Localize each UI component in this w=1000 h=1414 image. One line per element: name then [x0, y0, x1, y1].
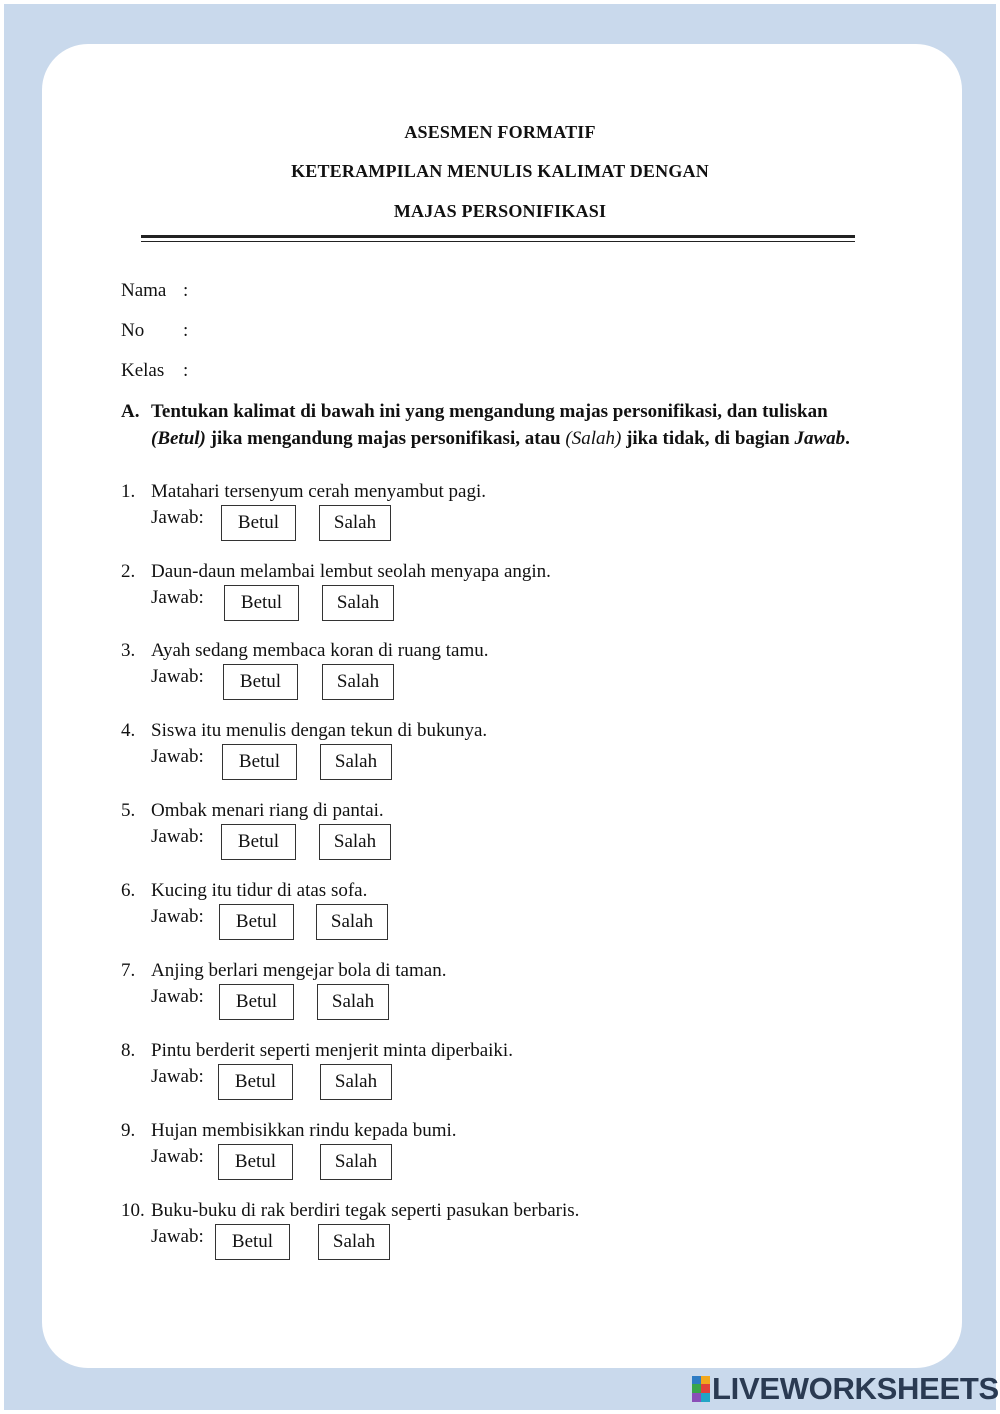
- field-nama-label: Nama: [121, 280, 167, 301]
- logo-tile: [701, 1384, 710, 1393]
- instruction-salah: (Salah): [565, 428, 622, 449]
- field-no: [121, 320, 189, 342]
- salah-option-1[interactable]: Salah: [319, 505, 391, 541]
- answer-label: Jawab:: [151, 1146, 204, 1167]
- question-5: [121, 800, 384, 822]
- liveworksheets-icon: [692, 1376, 710, 1402]
- answer-label: Jawab:: [151, 1226, 204, 1247]
- salah-option-7[interactable]: Salah: [317, 984, 389, 1020]
- question-number: 9.: [121, 1120, 136, 1141]
- betul-option-6[interactable]: Betul: [219, 904, 294, 940]
- salah-option-3[interactable]: Salah: [322, 664, 394, 700]
- logo-tile: [701, 1393, 710, 1402]
- question-number: 1.: [121, 481, 136, 502]
- betul-option-3[interactable]: Betul: [223, 664, 298, 700]
- question-4: [121, 720, 487, 742]
- question-8: [121, 1040, 513, 1062]
- header-double-rule-top: [141, 235, 855, 238]
- question-1: [121, 481, 486, 503]
- answer-label: Jawab:: [151, 906, 204, 927]
- logo-tile: [701, 1376, 710, 1384]
- section-instruction-text: [151, 398, 881, 452]
- question-number: 3.: [121, 640, 136, 661]
- question-text: Buku-buku di rak berdiri tegak seperti pasukan berbaris.: [151, 1200, 580, 1221]
- question-10: [121, 1200, 579, 1222]
- answer-label: Jawab:: [151, 1066, 204, 1087]
- answer-label: Jawab:: [151, 826, 204, 847]
- question-text: Matahari tersenyum cerah menyambut pagi.: [151, 481, 487, 502]
- question-6: [121, 880, 367, 902]
- betul-option-9[interactable]: Betul: [218, 1144, 293, 1180]
- salah-option-9[interactable]: Salah: [320, 1144, 392, 1180]
- logo-tile: [692, 1376, 701, 1384]
- question-text: Hujan membisikkan rindu kepada bumi.: [151, 1120, 457, 1141]
- salah-option-10[interactable]: Salah: [318, 1224, 390, 1260]
- answer-label: Jawab:: [151, 666, 204, 687]
- question-2: [121, 561, 551, 583]
- question-number: 6.: [121, 880, 136, 901]
- instruction-jawab: Jawab: [794, 428, 846, 449]
- question-text: Siswa itu menulis dengan tekun di bukunya.: [151, 720, 488, 741]
- field-no-label: No: [121, 320, 145, 341]
- answer-label: Jawab:: [151, 746, 204, 767]
- question-text: Anjing berlari mengejar bola di taman.: [151, 960, 447, 981]
- brand-name: LIVEWORKSHEETS: [712, 1371, 999, 1406]
- question-number: 10.: [121, 1200, 145, 1221]
- question-number: 2.: [121, 561, 136, 582]
- question-number: 4.: [121, 720, 136, 741]
- worksheet-subtitle-line-2: MAJAS PERSONIFIKASI: [393, 201, 607, 221]
- question-text: Kucing itu tidur di atas sofa.: [151, 880, 368, 901]
- question-3: [121, 640, 489, 662]
- salah-option-6[interactable]: Salah: [316, 904, 388, 940]
- betul-option-7[interactable]: Betul: [219, 984, 294, 1020]
- salah-option-5[interactable]: Salah: [319, 824, 391, 860]
- worksheet-subtitle-line-1: KETERAMPILAN MENULIS KALIMAT DENGAN: [291, 161, 709, 181]
- field-no-separator: :: [183, 320, 189, 341]
- header-double-rule-bottom: [141, 241, 855, 242]
- instruction-betul: (Betul): [151, 428, 206, 449]
- question-text: Daun-daun melambai lembut seolah menyapa angin.: [151, 561, 551, 582]
- section-letter: A.: [121, 401, 140, 422]
- question-text: Ombak menari riang di pantai.: [151, 800, 384, 821]
- instruction-part-3: jika tidak, di bagian: [621, 428, 795, 449]
- field-kelas-label: Kelas: [121, 360, 165, 381]
- field-kelas-separator: :: [183, 360, 189, 381]
- worksheet-title: ASESMEN FORMATIF: [404, 122, 596, 142]
- liveworksheets-logo: [692, 1371, 999, 1406]
- question-number: 5.: [121, 800, 136, 821]
- question-9: [121, 1120, 457, 1142]
- salah-option-2[interactable]: Salah: [322, 585, 394, 621]
- field-nama-separator: :: [183, 280, 189, 301]
- betul-option-1[interactable]: Betul: [221, 505, 296, 541]
- question-7: [121, 960, 446, 982]
- salah-option-8[interactable]: Salah: [320, 1064, 392, 1100]
- logo-tile: [692, 1393, 701, 1402]
- betul-option-4[interactable]: Betul: [222, 744, 297, 780]
- logo-tile: [692, 1384, 701, 1393]
- betul-option-5[interactable]: Betul: [221, 824, 296, 860]
- question-text: Ayah sedang membaca koran di ruang tamu.: [151, 640, 489, 661]
- instruction-part-4: .: [845, 428, 850, 449]
- betul-option-2[interactable]: Betul: [224, 585, 299, 621]
- field-kelas: [121, 360, 189, 382]
- section-instruction: [121, 398, 881, 452]
- worksheet-card: [42, 44, 962, 1368]
- field-nama: [121, 280, 189, 302]
- salah-option-4[interactable]: Salah: [320, 744, 392, 780]
- question-number: 7.: [121, 960, 136, 981]
- instruction-part-1: Tentukan kalimat di bawah ini yang mengandung majas personifikasi, dan tuliskan: [151, 401, 828, 422]
- betul-option-8[interactable]: Betul: [218, 1064, 293, 1100]
- betul-option-10[interactable]: Betul: [215, 1224, 290, 1260]
- answer-label: Jawab:: [151, 587, 204, 608]
- answer-label: Jawab:: [151, 986, 204, 1007]
- question-number: 8.: [121, 1040, 136, 1061]
- instruction-part-2: jika mengandung majas personifikasi, atau: [205, 428, 566, 449]
- question-text: Pintu berderit seperti menjerit minta diperbaiki.: [151, 1040, 513, 1061]
- answer-label: Jawab:: [151, 507, 204, 528]
